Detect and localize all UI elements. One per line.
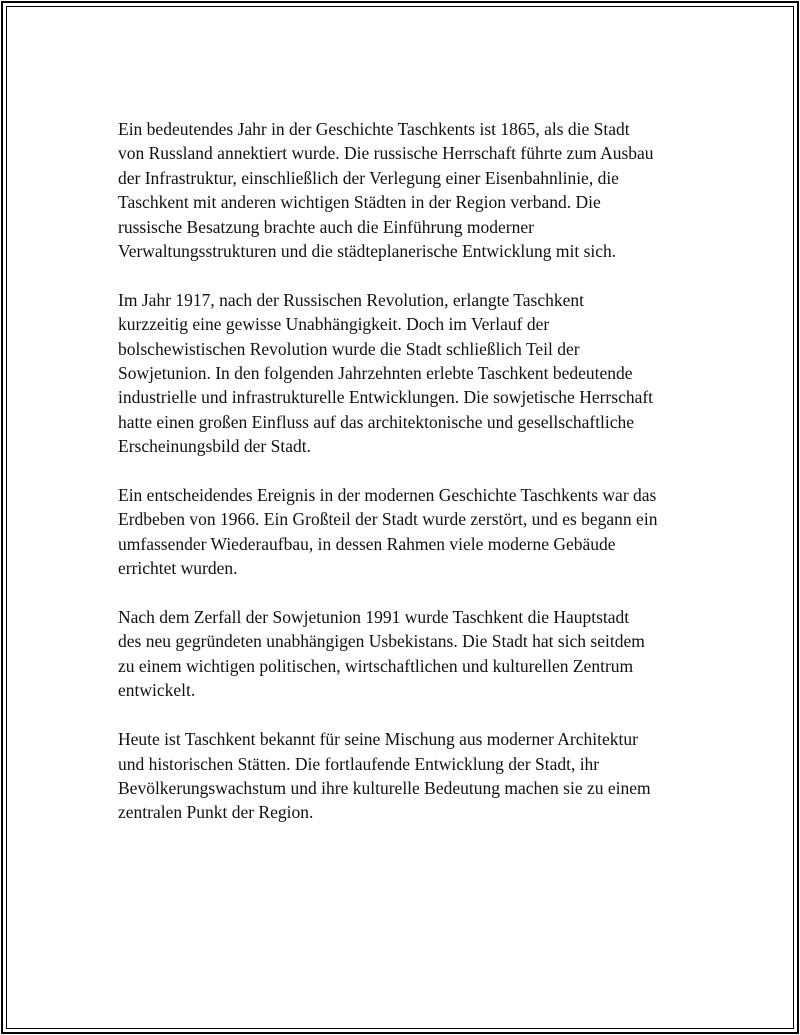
text-line: Taschkent mit anderen wichtigen Städten in der Region verband. Die [118,192,601,213]
text-line: Erdbeben von 1966. Ein Großteil der Stadt wurde zerstört, und es begann ein [118,509,658,530]
paragraph-independence-1991 [118,605,698,703]
text-line: des neu gegründeten unabhängigen Usbekistans. Die Stadt hat sich seitdem [118,631,645,652]
text-line: Im Jahr 1917, nach der Russischen Revolution, erlangte Taschkent [118,289,584,310]
text-line: bolschewistischen Revolution wurde die Stadt schließlich Teil der [118,338,580,359]
text-line: Ein entscheidendes Ereignis in der modernen Geschichte Taschkents war das [118,485,657,506]
text-line: entwickelt. [118,680,196,701]
text-line: und historischen Stätten. Die fortlaufende Entwicklung der Stadt, ihr [118,753,600,774]
text-line: hatte einen großen Einfluss auf das architektonische und gesellschaftliche [118,411,635,432]
paragraph-annexation-1865 [118,117,698,263]
text-line: Verwaltungsstrukturen und die städteplanerische Entwicklung mit sich. [118,241,617,262]
text-line: kurzzeitig eine gewisse Unabhängigkeit. Doch im Verlauf der [118,314,550,335]
text-line: Sowjetunion. In den folgenden Jahrzehnten erlebte Taschkent bedeutende [118,363,633,384]
text-line: Nach dem Zerfall der Sowjetunion 1991 wurde Taschkent die Hauptstadt [118,607,630,628]
text-line: zu einem wichtigen politischen, wirtschaftlichen und kulturellen Zentrum [118,655,634,676]
text-line: Erscheinungsbild der Stadt. [118,436,311,457]
text-line: von Russland annektiert wurde. Die russische Herrschaft führte zum Ausbau [118,143,654,164]
text-line: Heute ist Taschkent bekannt für seine Mischung aus moderner Architektur [118,729,638,750]
text-line: russische Besatzung brachte auch die Einführung moderner [118,216,534,237]
document-body [118,117,698,849]
paragraph-revolution-1917 [118,288,698,459]
text-line: errichtet wurden. [118,558,238,579]
text-line: der Infrastruktur, einschließlich der Verlegung einer Eisenbahnlinie, die [118,167,619,188]
text-line: zentralen Punkt der Region. [118,802,314,823]
text-line: industrielle und infrastrukturelle Entwicklungen. Die sowjetische Herrschaft [118,387,654,408]
paragraph-earthquake-1966 [118,483,698,581]
text-line: umfassender Wiederaufbau, in dessen Rahmen viele moderne Gebäude [118,533,616,554]
paragraph-today [118,727,698,825]
text-line: Ein bedeutendes Jahr in der Geschichte Taschkents ist 1865, als die Stadt [118,119,630,139]
text-line: Bevölkerungswachstum und ihre kulturelle Bedeutung machen sie zu einem [118,777,651,798]
